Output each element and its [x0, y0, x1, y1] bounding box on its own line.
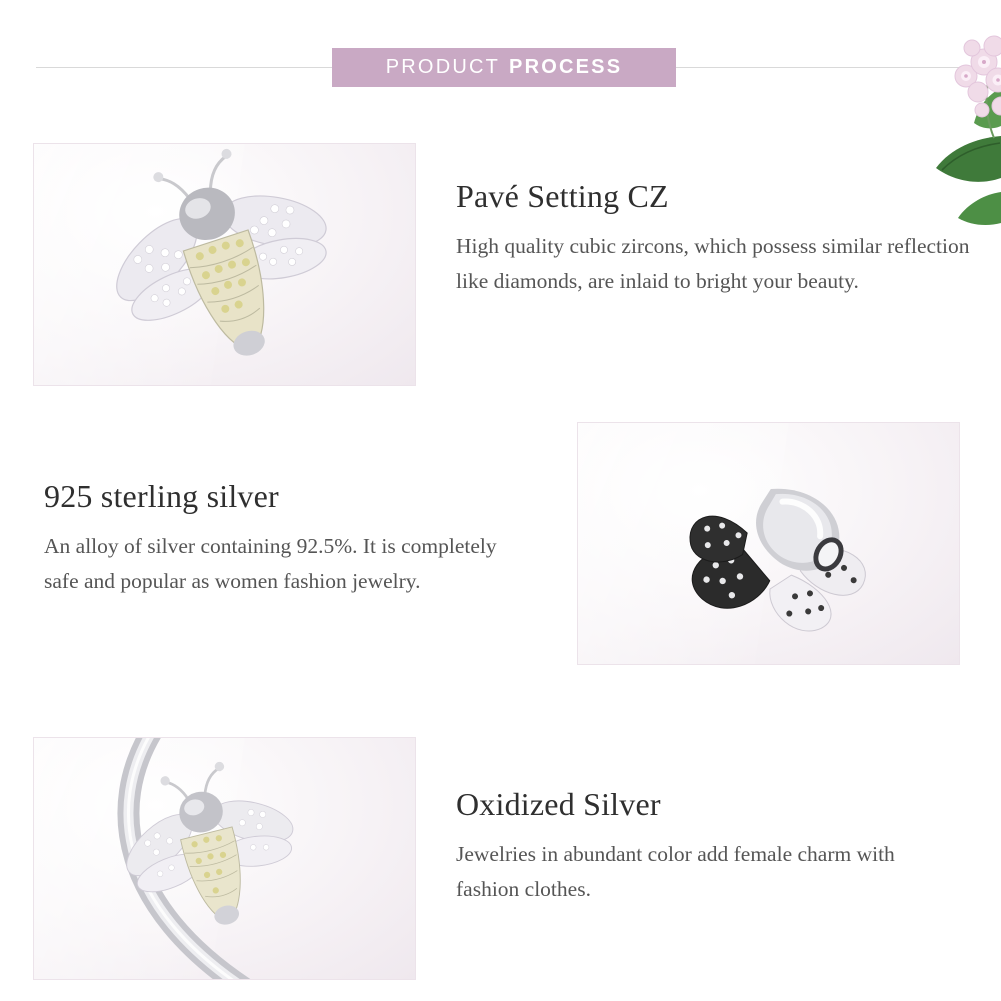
section-body: An alloy of silver containing 92.5%. It is completely safe and popular as women fashion jewelry.: [44, 534, 497, 593]
section-title: Pavé Setting CZ: [456, 178, 669, 214]
section-oxidized-silver: [456, 786, 956, 907]
page-title: [332, 48, 676, 87]
page-header: [0, 48, 1001, 88]
section-body: High quality cubic zircons, which possess similar reflection like diamonds, are inlaid to bright your beauty.: [456, 234, 970, 293]
product-photo-pave-setting: [33, 143, 416, 386]
product-photo-oxidized-silver: [33, 737, 416, 980]
bee-charm-on-bracelet-illustration: [34, 738, 416, 980]
section-title: 925 sterling silver: [44, 478, 279, 514]
product-photo-sterling-silver: [577, 422, 960, 665]
section-pave-setting-cz: [456, 178, 976, 299]
page-title-word-2: PROCESS: [509, 56, 623, 78]
bee-charm-back-illustration: [578, 423, 960, 665]
section-title: Oxidized Silver: [456, 786, 661, 822]
bee-charm-front-illustration: [34, 144, 416, 386]
section-925-sterling-silver: [44, 478, 524, 599]
page-title-word-1: PRODUCT: [385, 56, 501, 78]
section-body: Jewelries in abundant color add female charm with fashion clothes.: [456, 842, 895, 901]
